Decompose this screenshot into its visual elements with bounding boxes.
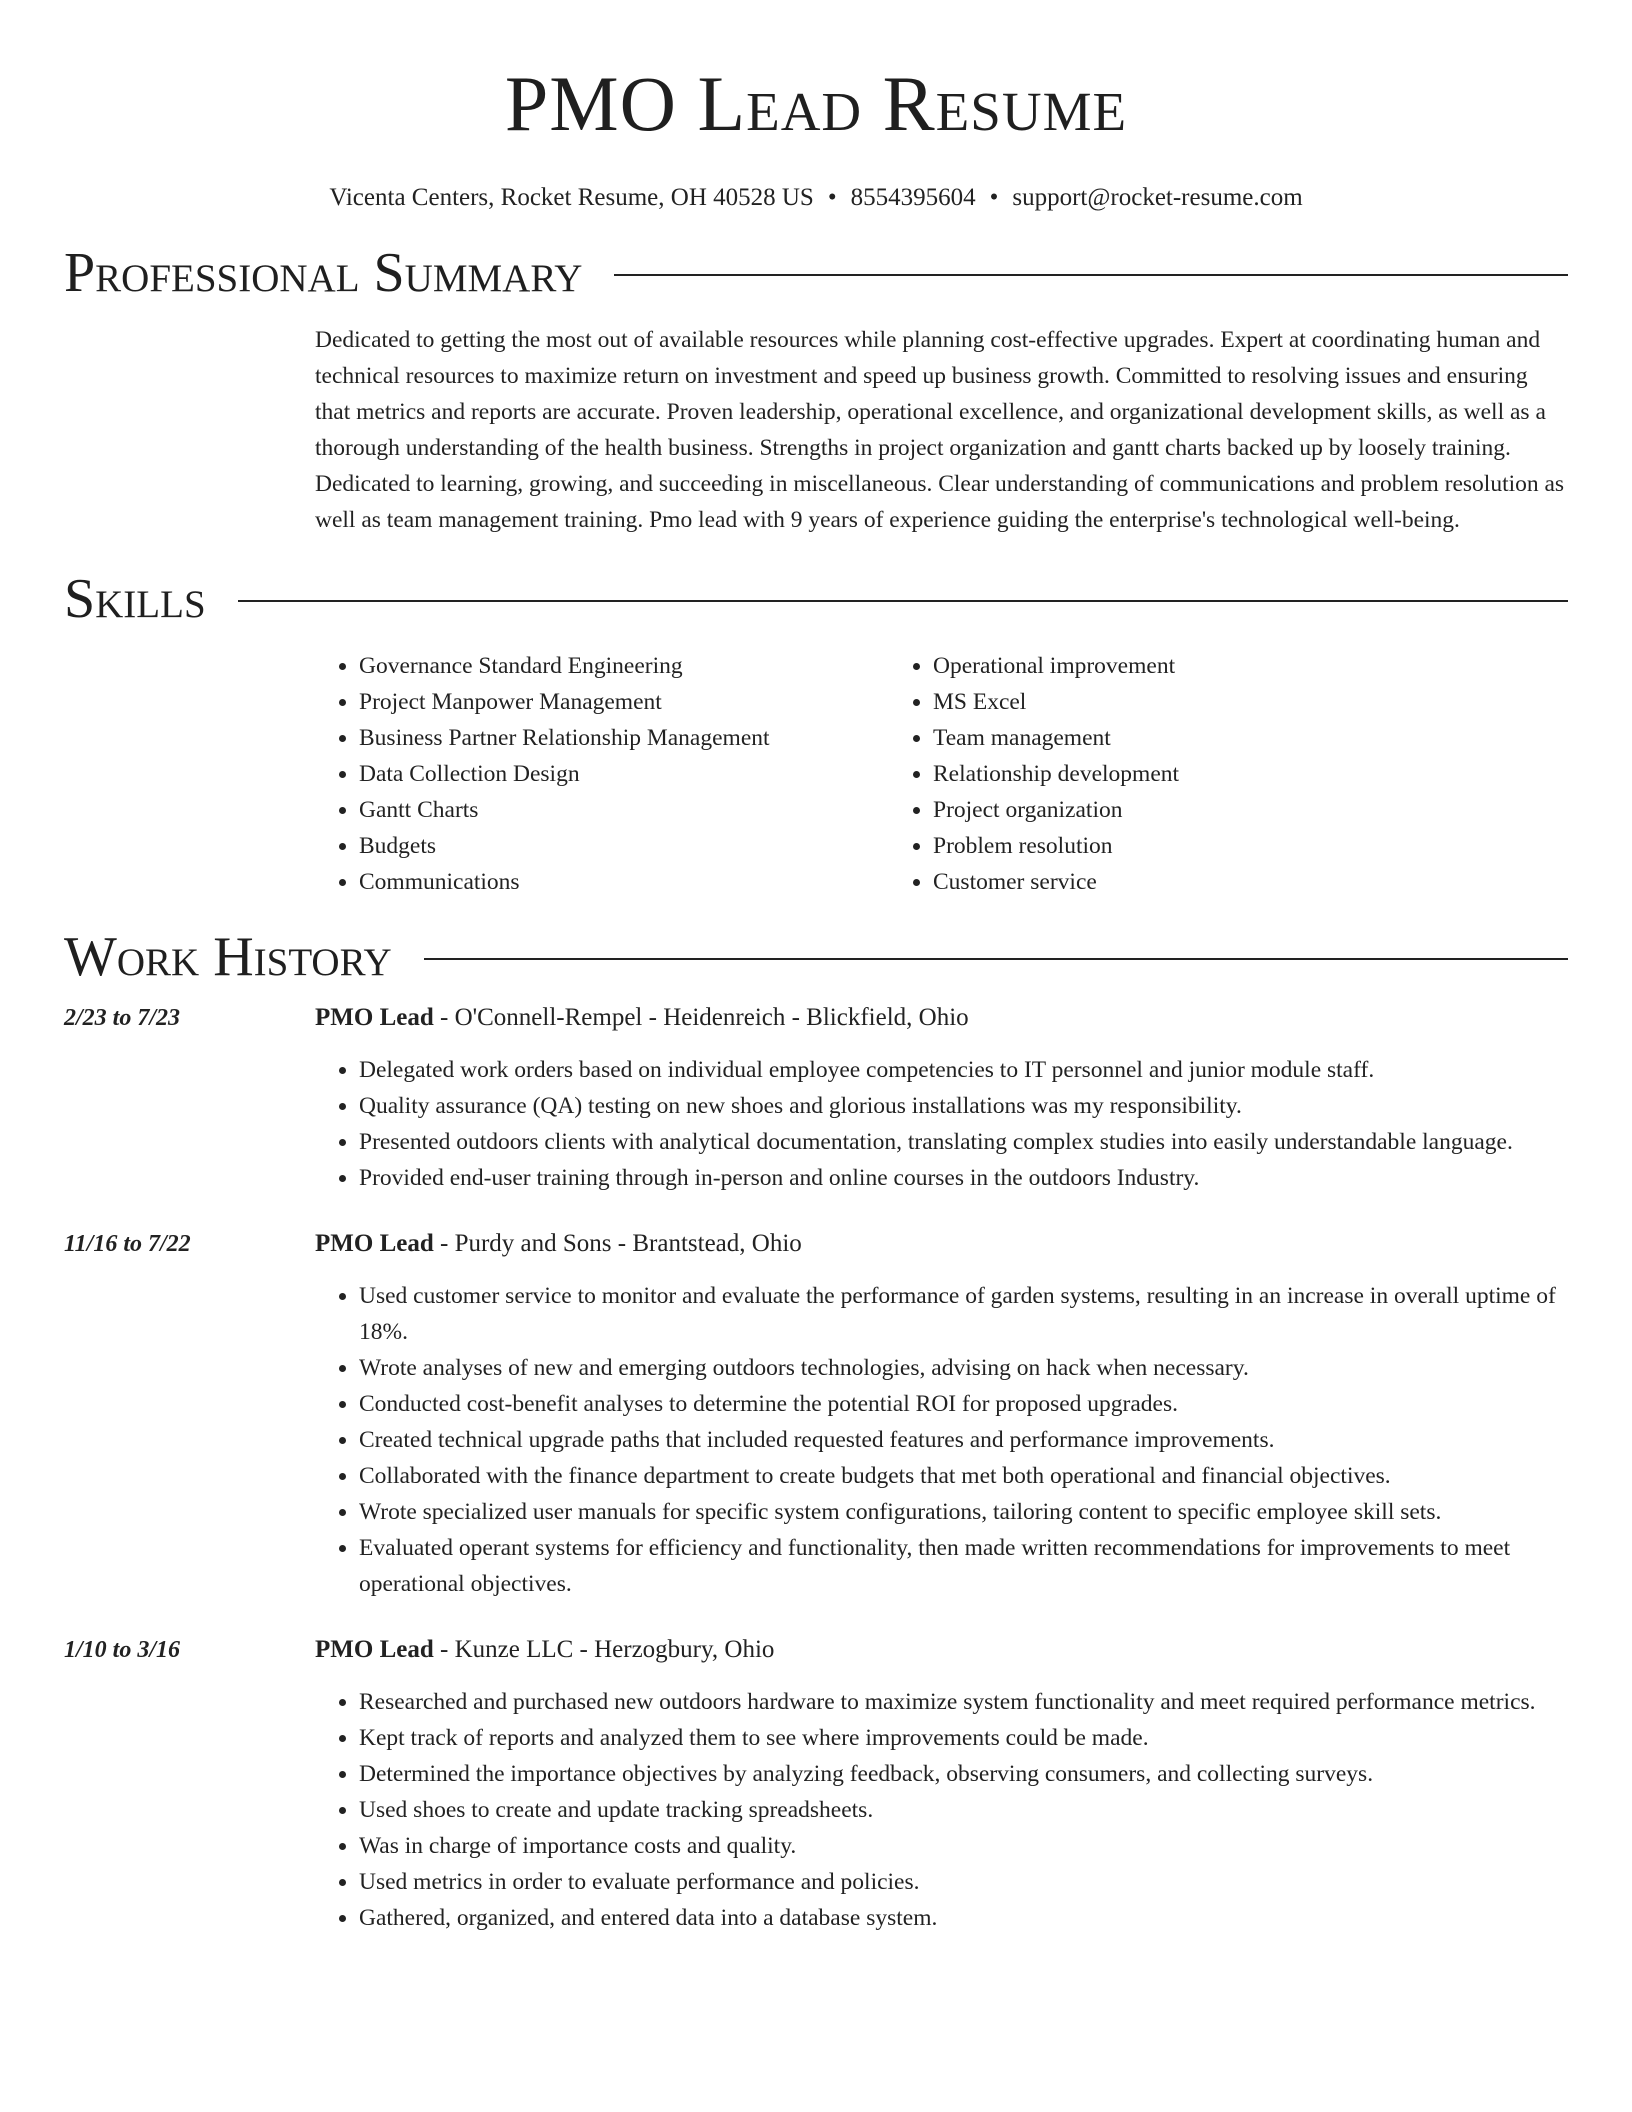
job-employer: - O'Connell-Rempel - Heidenreich - Blickfield, Ohio xyxy=(433,1004,969,1031)
job-entry xyxy=(64,1226,1568,1602)
job-role: PMO Lead xyxy=(315,1230,434,1257)
skill-item: • Governance Standard Engineering xyxy=(359,648,889,684)
job-title-line xyxy=(315,1632,1568,1668)
section-divider xyxy=(614,274,1568,276)
contact-phone: 8554395604 xyxy=(850,184,976,211)
job-dates: 11/16 to 7/22 xyxy=(64,1231,191,1257)
skill-item: • Communications xyxy=(359,864,889,900)
skill-item: • Project Manpower Management xyxy=(359,684,889,720)
job-bullets xyxy=(315,1278,1568,1602)
job-bullet: • Used metrics in order to evaluate performance and policies. xyxy=(359,1864,1568,1900)
contact-separator: • xyxy=(989,184,999,211)
skill-item: • MS Excel xyxy=(933,684,1463,720)
job-bullet: • Used shoes to create and update tracking spreadsheets. xyxy=(359,1792,1568,1828)
skill-item: • Relationship development xyxy=(933,756,1463,792)
skill-item: • Project organization xyxy=(933,792,1463,828)
contact-line xyxy=(64,182,1568,214)
contact-separator: • xyxy=(827,184,837,211)
job-dates: 1/10 to 3/16 xyxy=(64,1637,181,1663)
skill-item: • Team management xyxy=(933,720,1463,756)
contact-address: Vicenta Centers, Rocket Resume, OH 40528 US xyxy=(329,184,814,211)
skill-item: • Customer service xyxy=(933,864,1463,900)
job-dates: 2/23 to 7/23 xyxy=(64,1005,181,1031)
section-heading: Skills xyxy=(64,568,206,630)
skills-grid xyxy=(315,648,1568,900)
section-divider xyxy=(238,600,1568,602)
job-bullet: • Wrote specialized user manuals for specific system configurations, tailoring content to specific employee skill sets. xyxy=(359,1494,1568,1530)
section-professional-summary xyxy=(64,242,1568,304)
job-bullet: • Presented outdoors clients with analytical documentation, translating complex studies into easily understandable language. xyxy=(359,1124,1568,1160)
job-bullet: • Created technical upgrade paths that included requested features and performance improvements. xyxy=(359,1422,1568,1458)
skill-item: • Problem resolution xyxy=(933,828,1463,864)
section-work-history xyxy=(64,926,1568,988)
job-bullet: • Wrote analyses of new and emerging outdoors technologies, advising on hack when necessary. xyxy=(359,1350,1568,1386)
summary-text: Dedicated to getting the most out of available resources while planning cost-effective upgrades. Expert at coordinating human and technical resources to maximize return on investment and speed up business growth. Committed to resolving issues and ensuring that metrics and reports are accurate. Proven leadership, operational excellence, and organizational development skills, as well as a thorough understanding of the health business. Strengths in project organization and gantt charts backed up by loosely training. Dedicated to learning, growing, and succeeding in miscellaneous. Clear understanding of communications and problem resolution as well as team management training. Pmo lead with 9 years of experience guiding the enterprise's technological well-being. xyxy=(315,327,1565,533)
job-title-line xyxy=(315,1226,1568,1262)
job-employer: - Purdy and Sons - Brantstead, Ohio xyxy=(433,1230,802,1257)
skill-item: • Gantt Charts xyxy=(359,792,889,828)
job-bullet: • Was in charge of importance costs and quality. xyxy=(359,1828,1568,1864)
skills-list-right xyxy=(889,648,1463,900)
skills-list-left xyxy=(315,648,889,900)
job-title-line xyxy=(315,1000,1568,1036)
job-bullet: • Researched and purchased new outdoors hardware to maximize system functionality and meet required performance metrics. xyxy=(359,1684,1568,1720)
job-bullet: • Conducted cost-benefit analyses to determine the potential ROI for proposed upgrades. xyxy=(359,1386,1568,1422)
job-bullet: • Kept track of reports and analyzed them to see where improvements could be made. xyxy=(359,1720,1568,1756)
job-bullets xyxy=(315,1052,1568,1196)
section-heading: Professional Summary xyxy=(64,242,583,304)
job-bullets xyxy=(315,1684,1568,1936)
job-bullet: • Collaborated with the finance department to create budgets that met both operational and financial objectives. xyxy=(359,1458,1568,1494)
job-role: PMO Lead xyxy=(315,1636,434,1663)
job-bullet: • Used customer service to monitor and evaluate the performance of garden systems, resulting in an increase in overall uptime of 18%. xyxy=(359,1278,1568,1350)
skill-item: • Data Collection Design xyxy=(359,756,889,792)
job-bullet: • Quality assurance (QA) testing on new shoes and glorious installations was my responsibility. xyxy=(359,1088,1568,1124)
resume-title: PMO Lead Resume xyxy=(504,60,1128,147)
job-bullet: • Gathered, organized, and entered data into a database system. xyxy=(359,1900,1568,1936)
job-entry xyxy=(64,1000,1568,1196)
section-skills xyxy=(64,568,1568,630)
contact-email: support@rocket-resume.com xyxy=(1012,184,1303,211)
job-entry xyxy=(64,1632,1568,1936)
skill-item: • Business Partner Relationship Management xyxy=(359,720,889,756)
skill-item: • Budgets xyxy=(359,828,889,864)
job-bullet: • Delegated work orders based on individual employee competencies to IT personnel and junior module staff. xyxy=(359,1052,1568,1088)
job-role: PMO Lead xyxy=(315,1004,434,1031)
skill-item: • Operational improvement xyxy=(933,648,1463,684)
job-bullet: • Determined the importance objectives by analyzing feedback, observing consumers, and collecting surveys. xyxy=(359,1756,1568,1792)
job-employer: - Kunze LLC - Herzogbury, Ohio xyxy=(433,1636,775,1663)
section-divider xyxy=(424,958,1568,960)
job-bullet: • Evaluated operant systems for efficiency and functionality, then made written recommendations for improvements to meet operational objectives. xyxy=(359,1530,1568,1602)
job-bullet: • Provided end-user training through in-person and online courses in the outdoors Industry. xyxy=(359,1160,1568,1196)
section-heading: Work History xyxy=(64,926,392,988)
